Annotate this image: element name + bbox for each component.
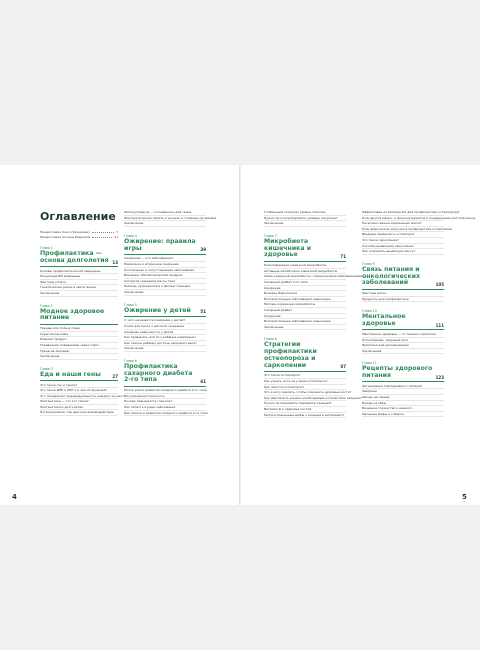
chapter-heading[interactable] [40,309,118,325]
section-item[interactable]: Как узнать, есть ли у меня остеопороз? [264,379,346,385]
chapter-heading[interactable] [124,308,206,317]
chapter-entry [124,359,206,416]
chapter-title: Рецепты здорового питания [362,365,433,380]
chapter-continuation [264,210,346,227]
section-item[interactable]: Тренды или пользу пищи [40,326,118,332]
section-item[interactable]: Связь кишечной микробиоты с хроническими заболеваниями [264,274,362,279]
toc-title: Оглавление [40,210,116,223]
section-item[interactable]: Витамин D и здоровье костей [264,407,346,413]
section-item[interactable]: Нужно ли принимать препараты кальция? [264,401,346,407]
chapter-entry [362,262,444,303]
section-item[interactable]: Болезнь Паркинсона [264,291,346,297]
chapter-title: Ожирение: правила игры [124,237,196,252]
section-item[interactable]: Помощь нутрициолога и фитнес-тренера [124,284,206,290]
front-item-label: Предисловие Оксаны Бадьиной [40,235,91,239]
chapter-number: Глава 8 [264,337,277,342]
toc-column-1 [40,210,124,416]
section-item[interactable]: Слово для мозга о детском ожирении [124,324,206,330]
section-item[interactable]: Заключение [362,349,444,355]
chapter-continuation [124,210,217,227]
section-item[interactable]: Заключение [124,221,206,227]
chapter-page: 111 [435,322,444,328]
section-item[interactable]: Как попасть в ряды заболевших [124,405,206,411]
section-item[interactable]: Вечерние торжество и немного [362,406,444,412]
section-item[interactable]: Как лечится остеопороз? [264,385,346,391]
front-item-page: 7 [116,230,118,234]
section-item[interactable]: Заключение [264,221,346,227]
section-item[interactable]: Методы коррекции микробиоты [264,302,346,308]
leader-dots [92,232,114,233]
chapter-heading[interactable] [362,314,444,330]
section-item[interactable]: Что такое остеопороз? [264,373,346,379]
chapter-page: 39 [200,247,206,253]
section-item[interactable]: Как помочь в развитии сахарного диабета 2-го типа [124,410,208,415]
chapter-page: 27 [112,373,118,379]
section-item[interactable]: Модный продукт [40,337,118,343]
section-item[interactable]: Когнитивный, здоровый мозг [362,338,444,344]
chapter-heading[interactable] [124,364,206,387]
section-item[interactable]: Ожирение — это заболевание? [124,256,206,262]
section-item[interactable]: Сахарный диабет [264,308,346,314]
chapter-number: Глава 9 [362,261,375,266]
chapter-entry [40,246,118,297]
section-item[interactable]: Что такое ДНК и РНК и в чем их функция? [40,388,118,394]
page-number-right: 5 [462,493,467,501]
front-item-page: 11 [114,235,118,239]
section-item[interactable]: Активные метаболиты кишечной микробиоты [264,269,346,275]
section-item[interactable]: Овощи на гарнир [362,395,444,401]
section-item[interactable]: Овощные мифы и сладкое [362,412,444,418]
section-item[interactable]: Сахарный диабет 2-го типа [264,280,346,286]
section-item[interactable]: Факторы риска [362,291,444,297]
chapter-title: Связь питания и онкологических заболеваний [362,265,420,287]
chapter-title: Еда и наши гены [40,370,101,378]
section-item[interactable]: Нужно ли контролировать уровень инсулина? [264,216,346,222]
section-item[interactable]: Инсулинорезистентность [124,394,206,400]
section-item[interactable]: Эффективен ли витамин К2 для профилактики остеопороза? [362,210,460,214]
section-item[interactable]: Основы профилактической медицины [40,269,118,275]
chapter-entry [40,304,118,360]
section-item[interactable]: Как проверить, всё ли у ребёнка нормально? [124,335,206,341]
section-item[interactable]: Воспалительные заболевания кишечника [264,319,346,325]
chapter-number: Глава 11 [362,361,377,366]
chapter-heading[interactable] [40,251,118,267]
chapter-page: 61 [200,379,206,385]
section-item[interactable]: Нутригеномика. Ген-диетное взаимодействие [40,410,118,416]
chapter-number: Глава 1 [40,246,53,250]
section-item[interactable]: Способы выявления саркопении [362,244,444,250]
section-item[interactable]: Первичное и вторичное ожирение [124,262,206,268]
chapter-page: 105 [435,282,444,288]
section-item[interactable]: Эпигенетика — что это такое? [40,399,118,405]
toc-column-2 [124,210,217,416]
section-item[interactable]: Виновник: Метаболический синдром [124,273,206,279]
chapter-heading[interactable] [264,342,346,372]
section-item[interactable]: Как помочь ребёнку достичь здорового веса? [124,341,206,347]
section-item[interactable]: Сахарная зависимость у детей [124,330,206,336]
section-item[interactable]: Заключение [124,290,206,296]
chapter-entry [40,366,124,416]
chapter-page: 71 [340,254,346,260]
section-item[interactable]: Тренд на лиходей [40,349,118,355]
section-item[interactable]: Ожирение [264,314,346,320]
chapter-heading[interactable] [124,239,206,255]
section-item[interactable]: Распространенные мифы о кальции и витамине D [264,413,346,419]
section-item[interactable]: Роль других макро- и микронутриентов в поддержании костной массы [362,215,476,220]
chapter-entry [362,361,444,417]
section-item[interactable]: Ожирение [264,286,346,292]
chapter-number: Глава 10 [362,309,377,314]
section-item[interactable]: Заключение [264,325,346,331]
section-item[interactable]: Заключение [40,291,118,297]
section-item[interactable]: Продукты для профилактики [362,297,444,303]
chapter-entry [264,337,362,418]
section-item[interactable]: Что я могу сделать, чтобы сохранить здоровые кости? [264,390,352,395]
chapter-heading[interactable] [40,372,118,381]
leader-dots [92,237,112,238]
chapter-heading[interactable] [362,366,444,382]
section-item[interactable]: Воспалительные заболевания кишечника [264,297,346,303]
chapter-heading[interactable] [264,239,346,262]
chapter-entry [124,234,206,296]
front-item-label: Предисловие Ольги Фрацкевич [40,230,90,234]
section-item[interactable]: Что определяет индивидуальность каждого из нас? [40,393,124,398]
front-item[interactable] [40,234,118,239]
section-item[interactable]: Блюда на обед [362,401,444,407]
page-number-left: 4 [12,493,17,501]
book-gutter [239,165,241,505]
section-item[interactable]: Глобальный контроль уровня глюкозы [264,210,346,216]
chapter-title: Стратегии профилактики остеопороза и саркопении [264,341,317,369]
chapter-number: Глава 3 [40,366,53,371]
section-item[interactable]: Осложнения и сопутствующие заболевания [124,268,206,274]
chapter-page: 13 [112,259,118,265]
section-item[interactable]: Классификация кишечной микробиоты [264,263,346,269]
chapter-page: 87 [340,364,346,370]
chapter-continuation [362,210,476,255]
section-item[interactable]: Концепция ВП медицины [40,274,118,280]
section-item[interactable]: Эпигенетика и долголетие [40,405,118,411]
section-item[interactable]: Эпигенетическая память и ее роль в старении организма [124,215,217,220]
chapter-number: Глава 5 [124,302,137,307]
chapter-number: Глава 2 [40,303,53,308]
chapter-title: Ментальное здоровье [362,313,406,328]
section-item[interactable]: С чего начинается ожирение у детей? [124,318,206,324]
chapter-title: Микробиота кишечника и здоровье [264,237,312,259]
chapter-entry [264,233,362,331]
section-item[interactable]: Организация повседневного питания [362,384,444,390]
chapter-title: Модное здоровое питание [40,307,105,322]
section-item[interactable]: Управление поведением через спрос [40,343,118,349]
section-item[interactable]: Что такое ген и геном? [40,383,118,389]
chapter-page: 123 [435,374,444,380]
section-item[interactable]: Насколько важна нормальная масса? [362,221,444,227]
chapter-number: Глава 6 [124,358,137,363]
section-item[interactable]: Алгоритм снижения массы тела [124,279,206,285]
section-item[interactable]: Ментальное здоровье — от теории к практике [362,332,444,338]
chapter-entry [362,309,444,354]
section-item[interactable]: Скрытая реклама [40,332,118,338]
section-item[interactable]: Заключение [40,354,118,360]
chapter-page: 51 [200,309,206,315]
chapter-heading[interactable] [362,267,444,290]
chapter-number: Глава 7 [264,233,277,238]
section-item[interactable]: Что такое саркопения? [362,238,444,244]
chapter-title: Профилактика сахарного диабета 2-го типа [124,362,193,384]
front-matter-list [40,229,118,239]
chapter-entry [124,303,206,352]
section-item[interactable]: Как обеспечить рацион необходимым количеством кальция? [264,395,362,400]
section-item[interactable]: Заключение [124,346,206,352]
section-item[interactable]: Фитонутриенты — полифенолы для генов [124,210,206,216]
section-item[interactable]: Мотор риска развития сахарного диабета 2-го типа [124,388,207,393]
section-item[interactable]: Генетические риски в свете жизни [40,285,118,291]
toc-column-3 [264,210,362,418]
section-item[interactable]: Практические рекомендации [362,343,444,349]
chapter-title: Профилактика — основа долголетия [40,250,109,264]
chapter-number: Глава 4 [124,233,137,238]
section-item[interactable]: Почему повышается глюкоза? [124,399,206,405]
section-item[interactable]: Завтраки [362,389,444,395]
section-item[interactable]: Вредные привычки и остеопороз [362,232,444,238]
section-item[interactable]: Факторы успеха [40,280,118,286]
chapter-title: Ожирение у детей [124,306,191,314]
section-item[interactable]: Роль физической нагрузки в профилактике остеопороза [362,226,453,231]
toc-column-4 [362,210,476,417]
section-item[interactable]: Как сохранить мышечную массу? [362,249,444,255]
